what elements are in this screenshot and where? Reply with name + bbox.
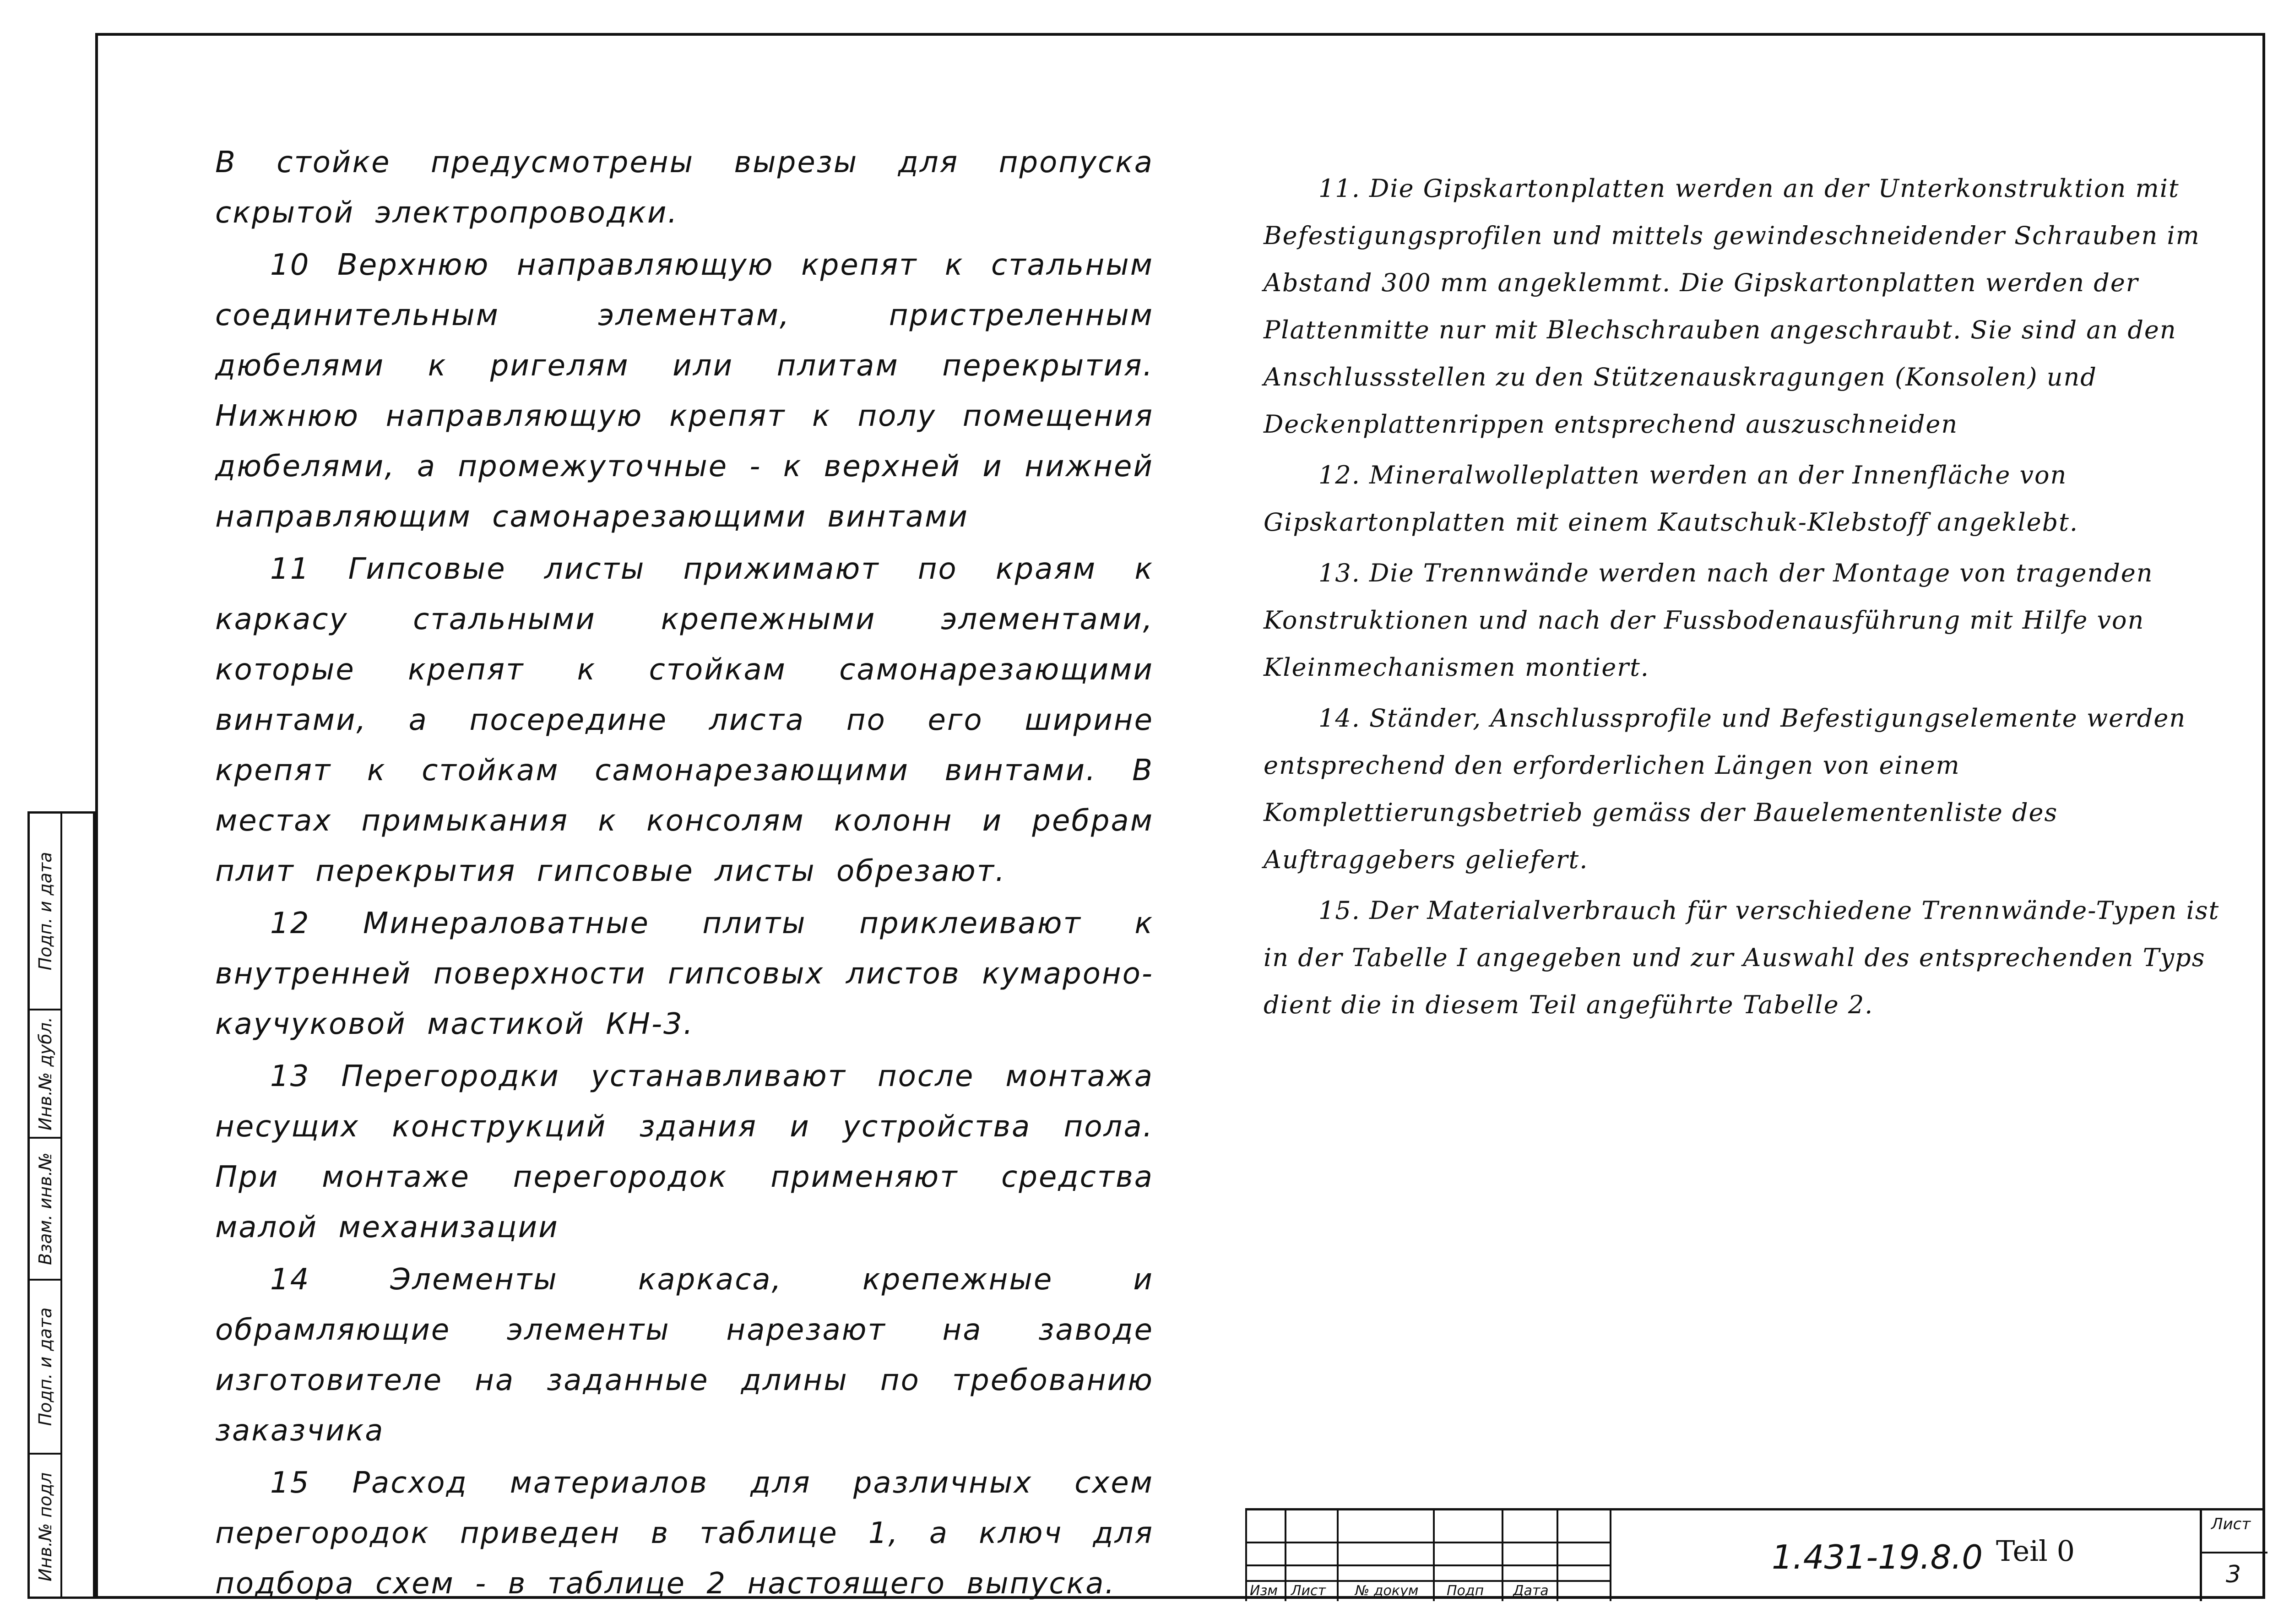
ru-paragraph-12: 12 Минераловатные плиты приклеивают к внутренней поверхности гипсовых листов кумароно-каучуковой мастикой КН-3. bbox=[215, 907, 1154, 1041]
margin-stamp bbox=[27, 811, 60, 1599]
stamp-cell-podp-data: Подп. и дата bbox=[30, 1281, 60, 1455]
ru-paragraph-14: 14 Элементы каркаса, крепежные и обрамляющие элементы нарезают на заводе изготовителе на заданные длины по требованию заказчика bbox=[215, 1263, 1154, 1448]
stamp-cell-vzam-inv: Взам. инв.№ bbox=[30, 1139, 60, 1281]
title-block bbox=[1245, 1508, 2265, 1599]
de-paragraph-15: 15. Der Materialverbrauch für verschiedene Trennwände-Typen ist in der Tabelle I angegeben und zur Auswahl des entsprechenden Typs dient die in diesem Teil angeführte Tabelle 2. bbox=[1264, 896, 2220, 1019]
revision-grid bbox=[1245, 1510, 1611, 1601]
stamp-cell-inv-dubl: Инв.№ дубл. bbox=[30, 1010, 60, 1139]
col-izm-label: Изм bbox=[1250, 1583, 1278, 1599]
margin-stamp-blank-column bbox=[60, 811, 95, 1599]
ru-paragraph-10: 10 Верхнюю направляющую крепят к стальным соединительным элементам, пристреленным дюбелями к ригелям или плитам перекрытия. Нижнюю направляющую крепят к полу помещения дюбелями, а промежуточные - к верхней и нижней направляющим самонарезающими винтами bbox=[215, 248, 1154, 534]
ru-paragraph-11: 11 Гипсовые листы прижимают по краям к каркасу стальными крепежными элементами, которые крепят к стойкам самонарезающими винтами, а посередине листа по его ширине крепят к стойкам самонарезающими винтами. В местах примыкания к консолям колонн и ребрам плит перекрытия гипсовые листы обрезают. bbox=[215, 552, 1154, 888]
german-text-column bbox=[1264, 165, 2225, 1028]
de-paragraph-13: 13. Die Trennwände werden nach der Montage von tragenden Konstruktionen und nach der Fussbodenausführung mit Hilfe von Kleinmechanismen montiert. bbox=[1264, 559, 2153, 682]
de-paragraph-12: 12. Mineralwolleplatten werden an der Innenfläche von Gipskartonplatten mit einem Kautschuk-Klebstoff angeklebt. bbox=[1264, 461, 2079, 537]
ru-paragraph-13: 13 Перегородки устанавливают после монтажа несущих конструкций здания и устройства пола. При монтаже перегородок применяют средства малой механизации bbox=[215, 1059, 1154, 1244]
sheet-number: 3 bbox=[2226, 1561, 2241, 1588]
sheet-label: Лист bbox=[2211, 1515, 2251, 1533]
ru-paragraph-15: 15 Расход материалов для различных схем перегородок приведен в таблице 1, а ключ для подбора схем - в таблице 2 настоящего выпуска. bbox=[215, 1466, 1154, 1601]
ru-paragraph-intro: В стойке предусмотрены вырезы для пропуска скрытой электропроводки. bbox=[215, 146, 1154, 230]
col-list-label: Лист bbox=[1291, 1583, 1326, 1599]
col-data-label: Дата bbox=[1513, 1583, 1549, 1599]
col-ndok-label: № докум bbox=[1355, 1583, 1419, 1599]
col-podp-label: Подп bbox=[1447, 1583, 1484, 1599]
sheet-box bbox=[2200, 1510, 2265, 1601]
russian-text-column bbox=[215, 137, 1154, 1609]
document-part: Teil 0 bbox=[1996, 1534, 2075, 1568]
stamp-cell-podp-data-2: Подп. и дата bbox=[30, 814, 60, 1010]
stamp-cell-inv-podl: Инв.№ подл bbox=[35, 1472, 55, 1581]
de-paragraph-14: 14. Ständer, Anschlussprofile und Befestigungselemente werden entsprechend den erforderlichen Längen von einem Komplettierungsbetrieb gemäss der Bauelementenliste des Auftraggebers geliefert. bbox=[1264, 704, 2186, 874]
document-code: 1.431-19.8.0 bbox=[1772, 1538, 1983, 1576]
de-paragraph-11: 11. Die Gipskartonplatten werden an der Unterkonstruktion mit Befestigungsprofilen und mittels gewindeschneidender Schrauben im Abstand 300 mm angeklemmt. Die Gipskartonplatten werden der Plattenmitte nur mit Blechschrauben angeschraubt. Sie sind an den Anschlussstellen zu den Stützenauskragungen (Konsolen) und Deckenplattenrippen entsprechend auszuschneiden bbox=[1264, 174, 2200, 439]
